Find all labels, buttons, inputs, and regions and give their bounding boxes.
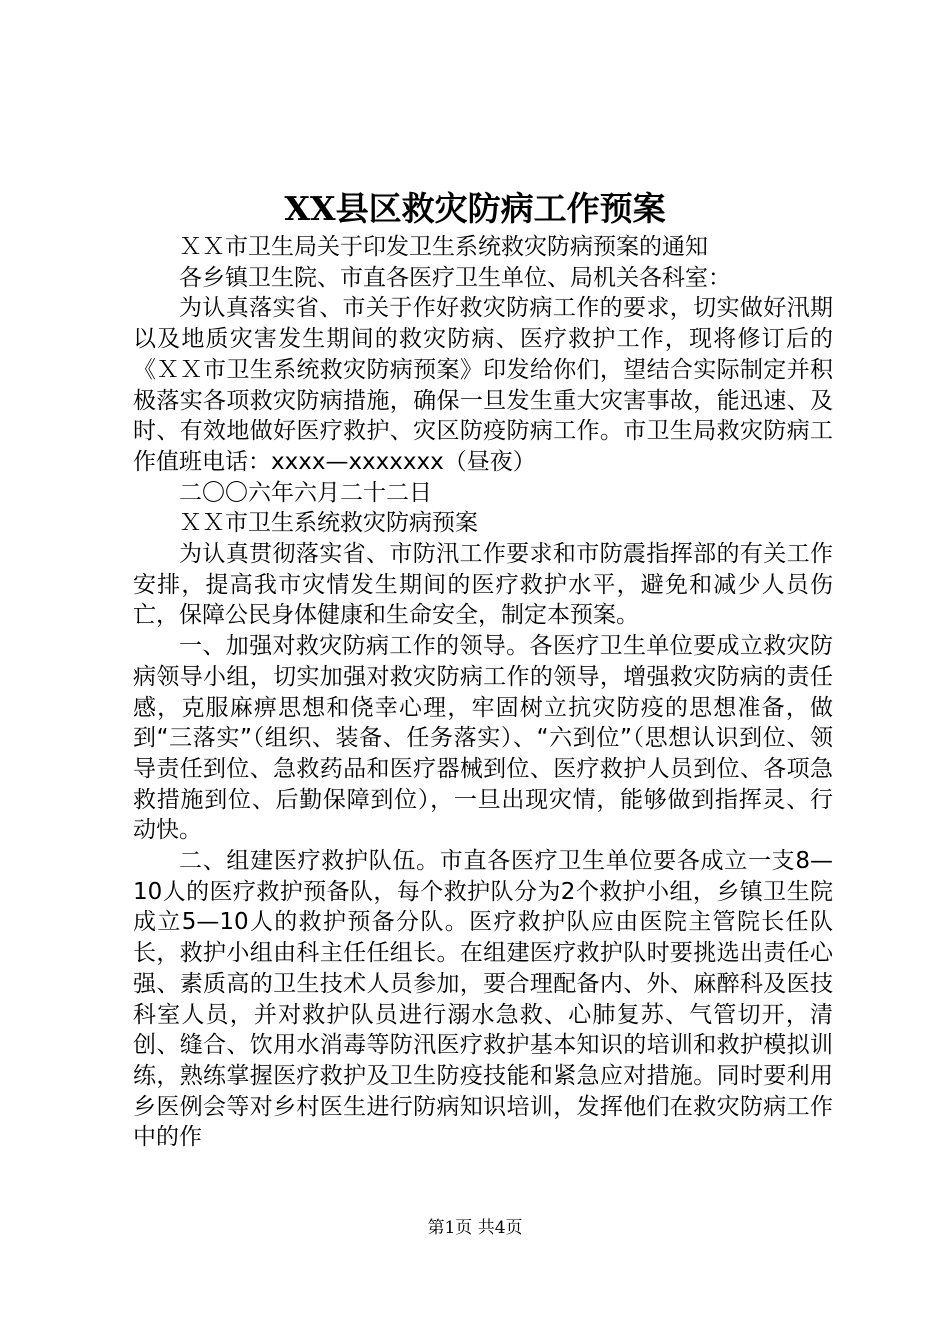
date-line: 二〇〇六年六月二十二日	[179, 479, 432, 506]
plan-heading: ＸＸ市卫生系统救灾防病预案	[179, 510, 478, 537]
document-body	[133, 232, 833, 1153]
addressee-line: 各乡镇卫生院、市直各医疗卫生单位、局机关各科室：	[179, 264, 731, 291]
body-paragraph: 一、加强对救灾防病工作的领导。各医疗卫生单位要成立救灾防病领导小组，切实加强对救灾防病工作的领导，增强救灾防病的责任感，克服麻痹思想和侥幸心理，牢固树立抗灾防疫的思想准备，做到“三落实”（组织、装备、任务落实）、“六到位”（思想认识到位、领导责任到位、急救药品和医疗器械到位、医疗救护人员到位、各项急救措施到位、后勤保障到位），一旦出现灾情，能够做到指挥灵、行动快。	[133, 633, 833, 844]
body-paragraph: 二、组建医疗救护队伍。市直各医疗卫生单位要各成立一支8—10人的医疗救护预备队，每个救护队分为2个救护小组，乡镇卫生院成立5—10人的救护预备分队。医疗救护队应由医院主管院长任队长，救护小组由科主任任组长。在组建医疗救护队时要挑选出责任心强、素质高的卫生技术人员参加，要合理配备内、外、麻醉科及医技科室人员，并对救护队员进行溺水急救、心肺复苏、气管切开，清创、缝合、饮用水消毒等防汛医疗救护基本知识的培训和救护模拟训练，熟练掌握医疗救护及卫生防疫技能和紧急应对措施。同时要利用乡医例会等对乡村医生进行防病知识培训，发挥他们在救灾防病工作中的作	[133, 848, 833, 1151]
notice-paragraph: 为认真落实省、市关于作好救灾防病工作的要求，切实做好汛期以及地质灾害发生期间的救灾防病、医疗救护工作，现将修订后的《ＸＸ市卫生系统救灾防病预案》印发给你们，望结合实际制定并积极落实各项救灾防病措施，确保一旦发生重大灾害事故，能迅速、及时、有效地做好医疗救护、灾区防疫防病工作。市卫生局救灾防病工作值班电话：xxxx—xxxxxxx（昼夜）	[133, 295, 833, 475]
body-paragraph: 为认真贯彻落实省、市防汛工作要求和市防震指挥部的有关工作安排，提高我市灾情发生期间的医疗救护水平，避免和减少人员伤亡，保障公民身体健康和生命安全，制定本预案。	[133, 541, 833, 629]
document-title: XX县区救灾防病工作预案	[284, 189, 666, 228]
page-footer: 第1页 共4页	[427, 1218, 523, 1238]
notice-heading: ＸＸ市卫生局关于印发卫生系统救灾防病预案的通知	[179, 234, 708, 260]
